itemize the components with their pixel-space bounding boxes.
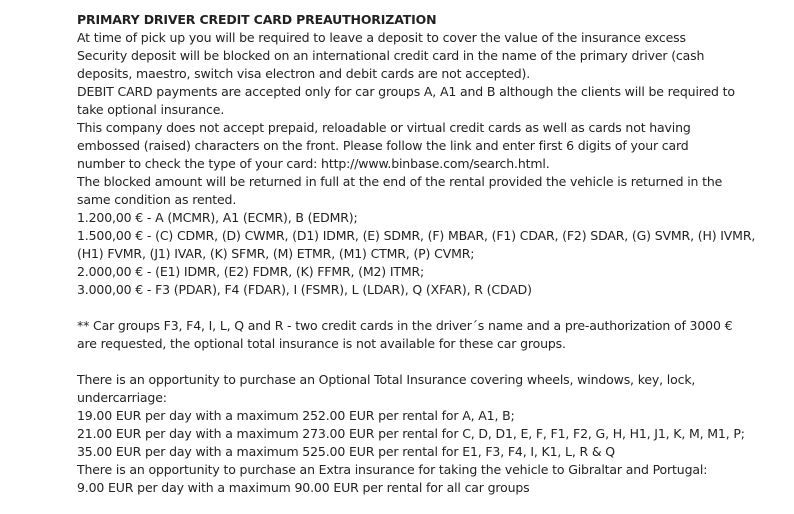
car-groups-note [77, 317, 782, 353]
insurance-line: undercarriage: [77, 390, 167, 405]
insurance-line: 21.00 EUR per day with a maximum 273.00 EUR per rental for C, D, D1, E, F, F1, F2, G, H, H1, J1, K, M, M1, P; [77, 426, 745, 441]
amount-line: 3.000,00 € - F3 (PDAR), F4 (FDAR), I (FSMR), L (LDAR), Q (XFAR), R (CDAD) [77, 282, 532, 297]
insurance-line: 9.00 EUR per day with a maximum 90.00 EUR per rental for all car groups [77, 480, 530, 495]
amount-line: 1.200,00 € - A (MCMR), A1 (ECMR), B (EDMR); [77, 210, 358, 225]
deposit-line: This company does not accept prepaid, reloadable or virtual credit cards as well as cards not having [77, 120, 691, 135]
amount-line: 1.500,00 € - (C) CDMR, (D) CWMR, (D1) IDMR, (E) SDMR, (F) MBAR, (F1) CDAR, (F2) SDAR, (G) SVMR, (H) IVMR, [77, 228, 756, 243]
insurance-line: 19.00 EUR per day with a maximum 252.00 EUR per rental for A, A1, B; [77, 408, 515, 423]
deposit-line: same condition as rented. [77, 192, 237, 207]
spacer [77, 353, 782, 371]
deposit-line: deposits, maestro, switch visa electron and debit cards are not accepted). [77, 66, 531, 81]
deposit-line: At time of pick up you will be required to leave a deposit to cover the value of the insurance excess [77, 30, 686, 45]
insurance-paragraph [77, 371, 782, 497]
deposit-paragraph [77, 29, 782, 209]
amount-line: 2.000,00 € - (E1) IDMR, (E2) FDMR, (K) FFMR, (M2) ITMR; [77, 264, 425, 279]
section-title: PRIMARY DRIVER CREDIT CARD PREAUTHORIZATION [77, 12, 437, 27]
insurance-line: There is an opportunity to purchase an Extra insurance for taking the vehicle to Gibraltar and Portugal: [77, 462, 708, 477]
deposit-line: embossed (raised) characters on the front. Please follow the link and enter first 6 digits of your card [77, 138, 689, 153]
amount-line: (H1) FVMR, (J1) IVAR, (K) SFMR, (M) ETMR, (M1) CTMR, (P) CVMR; [77, 246, 475, 261]
deposit-line: number to check the type of your card: http://www.binbase.com/search.html. [77, 156, 550, 171]
deposit-line: take optional insurance. [77, 102, 225, 117]
spacer [77, 299, 782, 317]
deposit-line: DEBIT CARD payments are accepted only for car groups A, A1 and B although the clients will be required to [77, 84, 735, 99]
note-line: are requested, the optional total insurance is not available for these car groups. [77, 336, 566, 351]
preauthorization-section [77, 11, 782, 497]
deposit-amounts-list [77, 209, 782, 299]
deposit-line: The blocked amount will be returned in full at the end of the rental provided the vehicle is returned in the [77, 174, 723, 189]
insurance-line: 35.00 EUR per day with a maximum 525.00 EUR per rental for E1, F3, F4, I, K1, L, R & Q [77, 444, 615, 459]
deposit-line: Security deposit will be blocked on an international credit card in the name of the primary driver (cash [77, 48, 705, 63]
insurance-line: There is an opportunity to purchase an Optional Total Insurance covering wheels, windows, key, lock, [77, 372, 696, 387]
note-line: ** Car groups F3, F4, I, L, Q and R - two credit cards in the driver´s name and a pre-authorization of 3000 € [77, 318, 733, 333]
